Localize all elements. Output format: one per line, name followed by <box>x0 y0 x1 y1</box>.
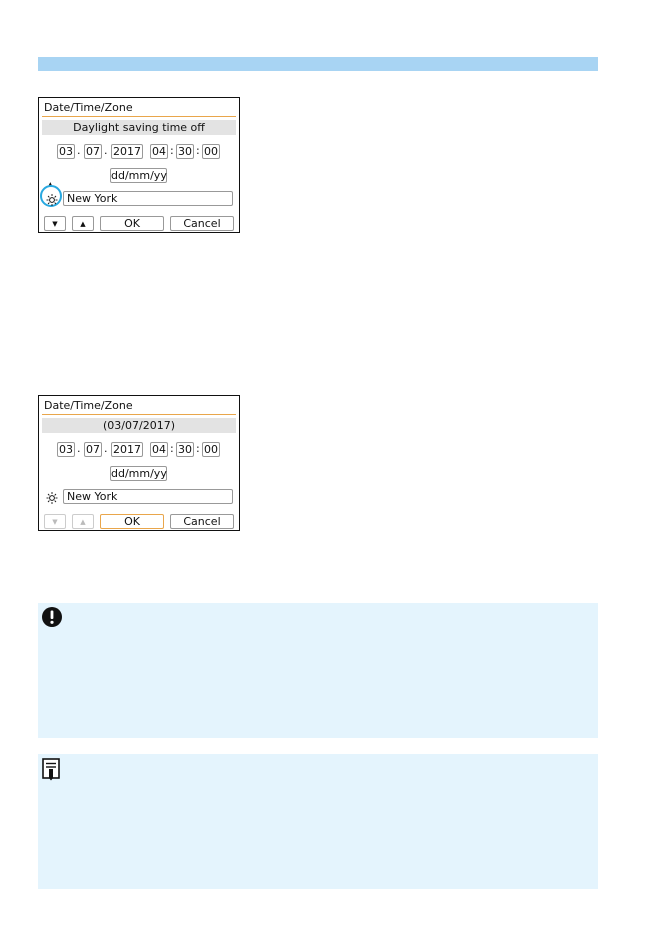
time-zone-field[interactable]: New York <box>63 191 233 206</box>
caution-note-box <box>38 603 598 738</box>
date-separator: . <box>104 144 108 157</box>
section-header-bar <box>38 57 598 71</box>
date-separator: . <box>77 442 81 455</box>
day-field[interactable]: 03 <box>59 443 73 456</box>
title-underline <box>42 414 236 415</box>
minute-field[interactable]: 30 <box>178 443 192 456</box>
cancel-button[interactable]: Cancel <box>170 514 234 529</box>
second-field[interactable]: 00 <box>204 145 218 158</box>
date-time-row <box>39 442 239 457</box>
date-time-row <box>39 144 239 159</box>
button-row <box>39 514 239 529</box>
dst-status-banner: Daylight saving time off <box>42 120 236 135</box>
date-preview-banner: (03/07/2017) <box>42 418 236 433</box>
ok-button[interactable]: OK <box>100 514 164 529</box>
time-separator: : <box>170 442 174 455</box>
memo-note-box <box>38 754 598 889</box>
date-separator: . <box>77 144 81 157</box>
second-field[interactable]: 00 <box>204 443 218 456</box>
screen-title: Date/Time/Zone <box>44 399 133 412</box>
time-separator: : <box>196 442 200 455</box>
up-caret-icon: ▲ <box>48 181 53 188</box>
hour-field[interactable]: 04 <box>152 145 166 158</box>
time-separator: : <box>196 144 200 157</box>
up-arrow-button[interactable]: ▲ <box>72 514 94 529</box>
sun-icon[interactable] <box>46 491 58 505</box>
time-separator: : <box>170 144 174 157</box>
date-time-zone-screen-1 <box>38 97 240 233</box>
minute-field[interactable]: 30 <box>178 145 192 158</box>
memo-icon <box>41 757 63 781</box>
ok-button[interactable]: OK <box>100 216 164 231</box>
day-field[interactable]: 03 <box>59 145 73 158</box>
down-arrow-button[interactable]: ▼ <box>44 514 66 529</box>
sun-icon[interactable] <box>46 193 58 207</box>
date-format-button[interactable]: dd/mm/yy <box>111 467 167 480</box>
date-format-button[interactable]: dd/mm/yy <box>111 169 167 182</box>
time-zone-field[interactable]: New York <box>63 489 233 504</box>
year-field[interactable]: 2017 <box>113 145 141 158</box>
screen-title: Date/Time/Zone <box>44 101 133 114</box>
cancel-button[interactable]: Cancel <box>170 216 234 231</box>
date-separator: . <box>104 442 108 455</box>
year-field[interactable]: 2017 <box>113 443 141 456</box>
caution-icon <box>41 606 63 628</box>
month-field[interactable]: 07 <box>86 145 100 158</box>
up-arrow-button[interactable]: ▲ <box>72 216 94 231</box>
hour-field[interactable]: 04 <box>152 443 166 456</box>
month-field[interactable]: 07 <box>86 443 100 456</box>
title-underline <box>42 116 236 117</box>
button-row <box>39 216 239 231</box>
down-arrow-button[interactable]: ▼ <box>44 216 66 231</box>
date-time-zone-screen-2 <box>38 395 240 531</box>
